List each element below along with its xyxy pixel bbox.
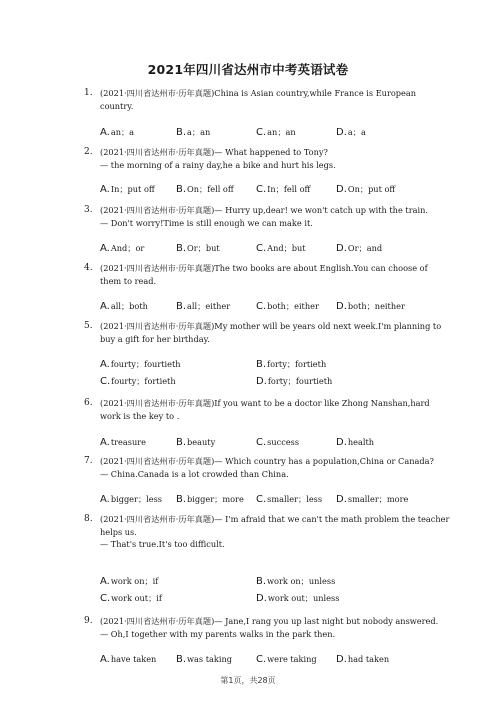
answer-option — [176, 492, 244, 507]
question-number: 5. — [84, 321, 93, 331]
question-number: 3. — [84, 205, 93, 215]
option-text: have taken — [110, 654, 157, 664]
option-text: On；put off — [347, 184, 396, 194]
question-line: — China.Canada is a lot crowded than China. — [100, 468, 289, 479]
option-text: had taken — [347, 654, 390, 664]
option-letter: C. — [256, 301, 267, 312]
answer-option — [256, 652, 317, 667]
option-text: all；either — [187, 301, 231, 311]
option-text: In；put off — [110, 184, 155, 194]
option-letter: C. — [256, 437, 267, 448]
option-text: bigger；more — [187, 494, 244, 504]
option-text: work on；if — [110, 576, 159, 586]
option-letter: A. — [100, 359, 110, 370]
answer-option — [100, 299, 148, 314]
answer-option — [100, 125, 134, 140]
option-letter: A. — [100, 576, 110, 587]
option-letter: A. — [100, 301, 110, 312]
option-letter: C. — [256, 243, 267, 254]
option-text: health — [347, 437, 375, 447]
answer-option — [336, 182, 395, 197]
option-letter: C. — [256, 127, 267, 138]
question-number: 8. — [84, 514, 93, 524]
answer-option — [256, 182, 310, 197]
option-text: fourty；fortieth — [111, 376, 176, 386]
answer-option — [176, 435, 215, 450]
answer-option — [256, 125, 296, 140]
answer-option — [100, 591, 162, 606]
option-text: work out；if — [111, 593, 162, 603]
option-text: And；or — [110, 243, 145, 253]
answer-option — [256, 492, 322, 507]
option-letter: D. — [256, 593, 267, 604]
option-letter: A. — [100, 494, 110, 505]
question-line: country. — [100, 100, 134, 111]
question-line: work is the key to . — [100, 410, 180, 421]
question-line: — Don't worry!Time is still enough we can make it. — [100, 217, 313, 228]
answer-option — [176, 652, 232, 667]
option-text: a；a — [347, 127, 366, 137]
answer-option — [100, 492, 162, 507]
option-text: forty；fortieth — [267, 359, 327, 369]
question-line: them to read. — [100, 275, 157, 286]
question-number: 6. — [84, 398, 93, 408]
answer-option — [256, 357, 326, 372]
question-line: helps us. — [100, 526, 137, 537]
question-stem: (2021·四川省达州市·历年真题)— I'm afraid that we can't the math problem the teacher — [100, 514, 450, 524]
option-letter: D. — [336, 654, 347, 665]
answer-option — [100, 241, 144, 256]
question-line: — That's true.It's too difficult. — [100, 539, 225, 549]
option-text: a；an — [187, 127, 211, 137]
answer-option — [336, 241, 382, 256]
option-letter: C. — [256, 494, 267, 505]
option-letter: B. — [176, 127, 187, 138]
answer-option — [176, 182, 234, 197]
option-letter: D. — [336, 494, 347, 505]
question-stem: (2021·四川省达州市·历年真题)— What happened to Tony? — [100, 147, 328, 157]
option-text: fourty；fourtieth — [110, 359, 181, 369]
answer-option — [256, 374, 332, 389]
option-letter: D. — [336, 127, 347, 138]
answer-option — [100, 435, 146, 450]
question-line: — Oh,I together with my parents walks in the park then. — [100, 628, 336, 639]
answer-option — [336, 492, 408, 507]
answer-option — [256, 299, 319, 314]
option-text: an；an — [267, 127, 296, 137]
question-number: 4. — [84, 263, 93, 273]
question-stem: (2021·四川省达州市·历年真题)— Hurry up,dear! we won't catch up with the train. — [100, 205, 428, 215]
option-text: work out；unless — [267, 593, 340, 603]
option-text: smaller；less — [267, 494, 323, 504]
question-stem: (2021·四川省达州市·历年真题)My mother will be years old next week.I'm planning to — [100, 321, 442, 331]
option-text: both；either — [267, 301, 319, 311]
answer-option — [100, 374, 176, 389]
option-text: Or；but — [187, 243, 220, 253]
option-letter: B. — [176, 494, 187, 505]
option-text: forty；fourtieth — [267, 376, 333, 386]
question-stem: (2021·四川省达州市·历年真题)— Jane,I rang you up last night but nobody answered. — [100, 616, 439, 626]
question-number: 2. — [84, 147, 93, 157]
answer-option — [100, 574, 158, 589]
option-text: both；neither — [347, 301, 405, 311]
answer-option — [256, 591, 339, 606]
option-letter: B. — [176, 184, 187, 195]
option-letter: C. — [100, 593, 111, 604]
answer-option — [336, 652, 389, 667]
option-text: was taking — [187, 654, 233, 664]
option-letter: C. — [256, 654, 267, 665]
option-letter: A. — [100, 184, 110, 195]
question-stem: (2021·四川省达州市·历年真题)The two books are about English.You can choose of — [100, 263, 428, 273]
option-text: were taking — [267, 654, 317, 664]
option-text: Or；and — [347, 243, 383, 253]
option-letter: D. — [336, 184, 347, 195]
answer-option — [256, 241, 306, 256]
question-line: buy a gift for her birthday. — [100, 333, 210, 344]
option-letter: B. — [176, 654, 187, 665]
option-text: beauty — [187, 437, 216, 447]
option-letter: B. — [176, 437, 187, 448]
option-letter: B. — [176, 301, 187, 312]
question-number: 1. — [84, 88, 93, 98]
question-number: 9. — [84, 616, 93, 626]
option-letter: D. — [336, 301, 347, 312]
answer-option — [336, 435, 374, 450]
option-text: smaller；more — [347, 494, 409, 504]
answer-option — [100, 652, 156, 667]
option-text: And；but — [267, 243, 306, 253]
option-text: all；both — [110, 301, 148, 311]
option-text: success — [267, 437, 300, 447]
answer-option — [336, 125, 366, 140]
option-letter: B. — [256, 359, 267, 370]
option-letter: A. — [100, 437, 110, 448]
option-text: work on；unless — [267, 576, 336, 586]
question-line: — the morning of a rainy day,he a bike and hurt his legs. — [100, 159, 336, 170]
option-letter: D. — [336, 243, 347, 254]
answer-option — [256, 435, 299, 450]
question-stem: (2021·四川省达州市·历年真题)China is Asian country,while France is European — [100, 88, 417, 98]
answer-option — [176, 241, 220, 256]
option-text: bigger；less — [110, 494, 162, 504]
answer-option — [100, 357, 181, 372]
question-stem: (2021·四川省达州市·历年真题)If you want to be a doctor like Zhong Nanshan,hard — [100, 398, 430, 408]
answer-option — [256, 574, 335, 589]
answer-option — [100, 182, 155, 197]
option-letter: A. — [100, 243, 110, 254]
option-letter: B. — [256, 576, 267, 587]
option-text: In；fell off — [267, 184, 311, 194]
option-text: an；a — [110, 127, 135, 137]
answer-option — [176, 125, 210, 140]
option-letter: C. — [100, 376, 111, 387]
option-letter: B. — [176, 243, 187, 254]
option-letter: D. — [256, 376, 267, 387]
question-stem: (2021·四川省达州市·历年真题)— Which country has a population,China or Canada? — [100, 456, 434, 466]
option-text: On；fell off — [187, 184, 234, 194]
option-letter: A. — [100, 654, 110, 665]
option-letter: D. — [336, 437, 347, 448]
answer-option — [336, 299, 405, 314]
option-text: treasure — [110, 437, 147, 447]
question-number: 7. — [84, 456, 93, 466]
page-footer: 第1页，共28页 — [220, 676, 276, 685]
answer-option — [176, 299, 230, 314]
option-letter: C. — [256, 184, 267, 195]
option-letter: A. — [100, 127, 110, 138]
page-title: 2021年四川省达州市中考英语试卷 — [147, 62, 349, 77]
